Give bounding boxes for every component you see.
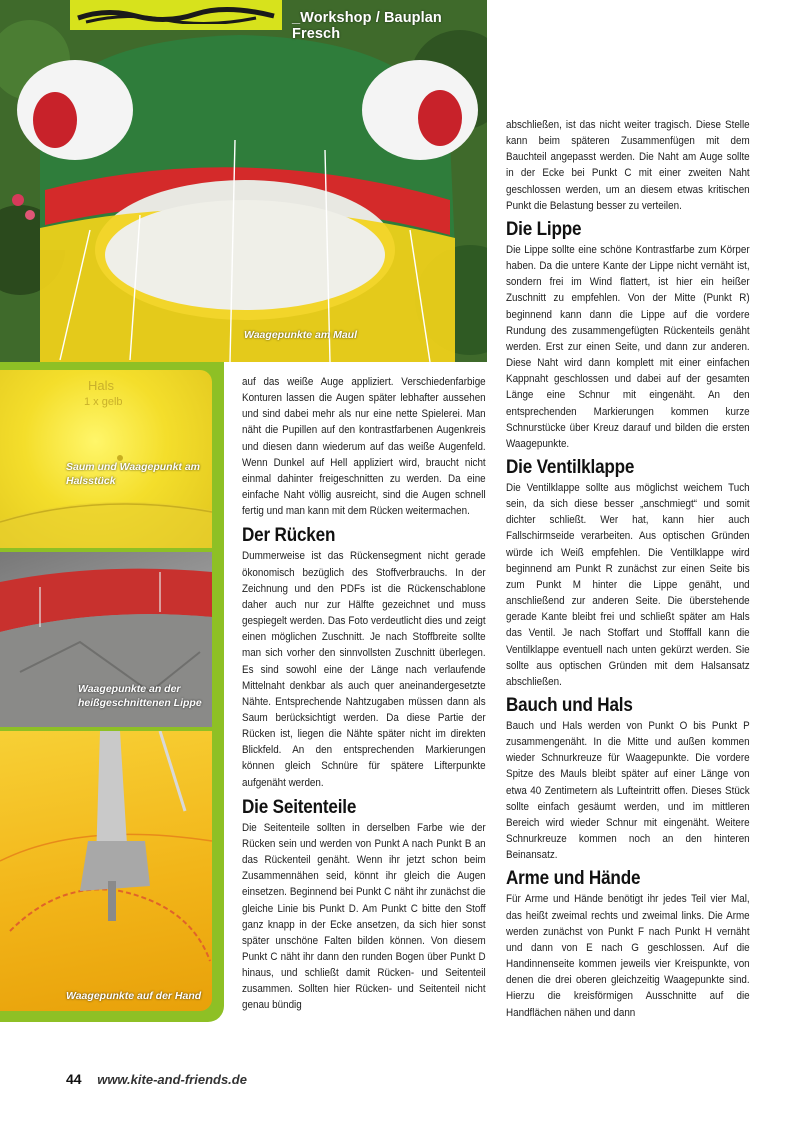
paragraph-ruecken: Dummerweise ist das Rückensegment nicht gerade ökonomisch bezüglich des Stoffverbrauchs. In der Zeichnung und den PDFs ist die Rückenschablone daher auch nur zur Hälfte gezeichnet und muss gespiegelt werden. Das Foto verdeutlicht dies und zeigt einen möglichen Zuschnitt. Je nach Stoffbreite sollte man sich vorher den sinnvollsten Zuschnitt überlegen. Es sind sowohl eine der Länge nach verlaufende Mittelnaht denkbar als auch quer aneinandergesetzte Nähte. Entsprechende Nahtzugaben müssen dann als Saum berücksichtigt werden. Da diese Partie der Rücken ist, liegen die Nähte später nicht im direkten Blickfeld. An den entsprechenden Markierungen können gleich Schnüre für spätere Lifterpunkte aufgenäht werden. (242, 550, 486, 789)
sewing-machine-illustration (0, 731, 212, 1011)
paragraph-continuation: abschließen, ist das nicht weiter tragisch. Diese Stelle kann beim späteren Zusammenfügen mit dem Bauchteil angepasst werden. Die Naht am Auge sollte in der Ecke bei Punkt C mit einer zweiten Naht geschlossen werden, um an diesem etwas kritischen Punkt die Belastung besser zu verteilen. (506, 119, 750, 212)
paragraph-arme-haende: Für Arme und Hände benötigt ihr jedes Teil vier Mal, das heißt zweimal rechts und zweimal links. Die Arme werden zunächst von Punkt F nach Punkt H vernäht und dann von E nach G geschlossen. Auf die Handinnenseite kommen jeweils vier Kreispunkte, von denen die drei oberen gleichzeitig Waagepunkte sind. Hierzu die kreisförmigen Ausschnitte auf die Handflächen nähen und dann (506, 893, 750, 1019)
heading-seitenteile: Die Seitenteile (242, 796, 357, 818)
paragraph-seitenteile: Die Seitenteile sollten in derselben Farbe wie der Rücken sein und werden von Punkt A nach Punkt B an das Rückenteil genäht. Wenn ihr jetzt schon beim Zusammennähen seid, könnt ihr gleich die Augen einsetzen. Beginnend bei Punkt C näht ihr zunächst die gleiche Linie bis Punkt D. Am Punkt C bitte den Stoff ganz knapp in der Ecke ansetzen, da sich hier sonst später unschöne Falten bilden können. Von diesem Punkt C näht ihr dann den runden Bogen über Punkt D hinaus, und schließt damit Rücken- und Seitenteil zusammen. Sollten hier Rücken- und Seitenteil nicht genau bündig (242, 821, 486, 1012)
paragraph-lippe: Die Lippe sollte eine schöne Kontrastfarbe zum Körper haben. Da die untere Kante der Lippe nicht vernäht ist, sondern frei im Wind flattert, ist hier ein heißer Zuschnitt zu empfehlen. Von der Mitte (Punkt R) beginnend kann dann die Lippe auf die vordere Rundung des zusammengefügten Rückenteils genäht werden. Erst zur einen Seite, und dann zur anderen. Diese Naht wird dann komplett mit einer einfachen Kappnaht geschlossen und dabei auf der gesamten Länge eine Schnur mit eingenäht. An den entsprechenden Markierungen kommen kurze Schnurstücke über Kreuz darauf und bilden die ersten Waagepunkte. (506, 243, 750, 450)
frog-kite-illustration (0, 0, 487, 362)
marking-hals-sub: 1 x gelb (84, 396, 123, 408)
page-footer (66, 1071, 247, 1087)
text-column-left (242, 374, 486, 1014)
paragraph-ventilklappe: Die Ventilklappe sollte aus möglichst weichem Tuch sein, da sich diese besser „anschmiegt“ und somit dichter schließt. Wer hat, kann hier auch Fallschirmseide verarbeiten. Aus optischen Gründen würde ich Weiß empfehlen. Die Ventilklappe wird beginnend am Punkt R zunächst zur einen Seite bis zum Punkt M hinter die Lippe genäht, und anschließend zur anderen Seite. Die überstehende gerade Kante bleibt frei und schließt später am Hals das Ventil. Je nach Stoffart und Stofffall kann die Ventilklappe eventuell nach unten gekürzt werden. Sie sollte aus optischen Gründen mit dem Halsansatz abschließen. (506, 481, 750, 688)
photo-caption-hand: Waagepunkte auf der Hand (66, 990, 202, 1002)
logo-scrawl-icon (76, 6, 276, 24)
heading-arme-haende: Arme und Hände (506, 868, 641, 890)
photo-caption-neck: Saum und Waagepunkt am Halsstück (66, 461, 200, 487)
heading-bauch-hals: Bauch und Hals (506, 695, 633, 716)
heading-lippe: Die Lippe (506, 218, 582, 240)
paragraph-bauch-hals: Bauch und Hals werden von Punkt O bis Punkt P zusammengenäht. In die Mitte und außen kommen wieder Schnurkreuze für Waagepunkte. Die vordere Spitze des Mauls bleibt später auf einer Länge von etwa 40 Zentimetern als Lufteintritt offen. Dieses Stück sollte einfach gesäumt werden, und im mittleren Bereich wird wieder Schnur mit eingenäht. Weitere Schnurkreuze kommen noch an den hinteren Beinansatz. (506, 720, 750, 862)
section-header: _Workshop / Bauplan Fresch (292, 10, 442, 42)
photo-lip-bridle (0, 552, 212, 727)
page-number: 44 (66, 1071, 82, 1087)
photo-hand-sewing (0, 731, 212, 1011)
heading-ruecken: Der Rücken (242, 525, 336, 547)
magazine-logo-band (70, 0, 282, 30)
heading-ventilklappe: Die Ventilklappe (506, 456, 635, 478)
website-link[interactable]: www.kite-and-friends.de (97, 1072, 247, 1087)
paragraph-eyes: auf das weiße Auge appliziert. Verschiedenfarbige Konturen lassen die Augen später lebhafter aussehen und sind dabei mehr als nur eine nette Spielerei. Man näht die Pupillen auf den kontrastfarbenen Augenkreis und diesen dann wiederum auf das weiße Augenfeld. Wenn Dunkel auf Hell appliziert wird, braucht nicht einmal dahinter freigeschnitten zu werden. Da eine einfache Naht völlig ausreicht, sind die Augen schnell fertig und man kann mit dem Rücken weitermachen. (242, 376, 486, 518)
text-column-right (506, 117, 750, 1021)
photo-neck-seam (0, 370, 212, 548)
top-photo-frog-kite (0, 0, 487, 362)
marking-hals: Hals (88, 378, 115, 393)
photo-caption-lip: Waagepunkte an der heißgeschnittenen Lippe (78, 683, 202, 709)
photo-caption-top: Waagepunkte am Maul (244, 329, 357, 341)
